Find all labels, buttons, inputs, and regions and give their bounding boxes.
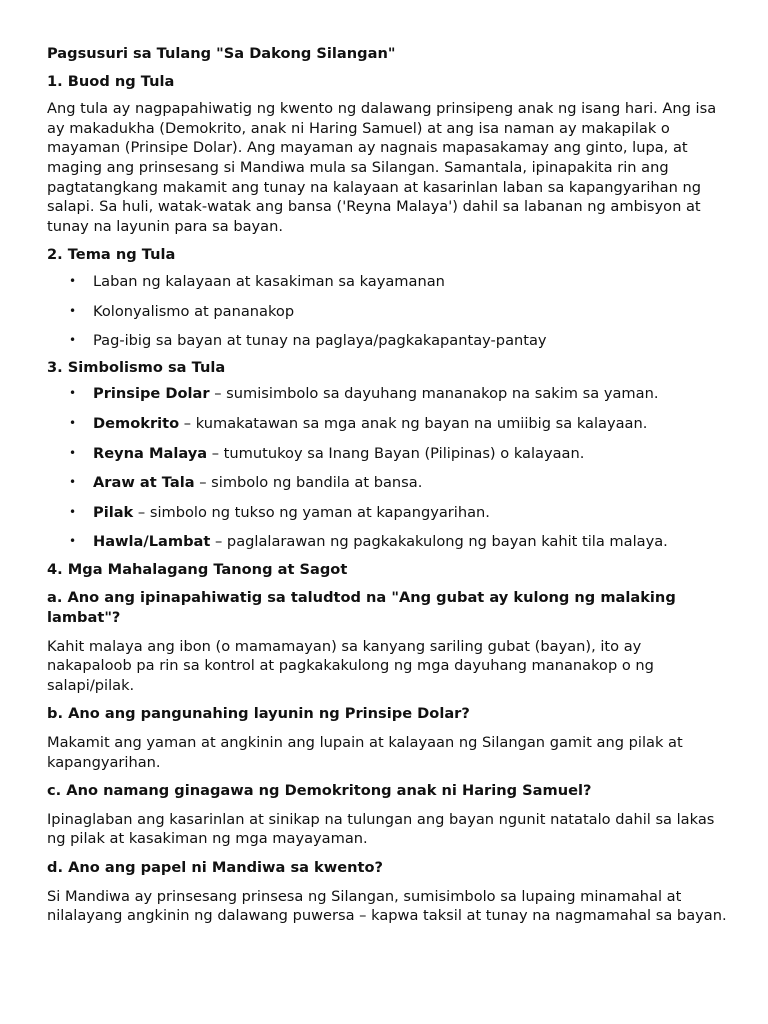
list-item bbox=[47, 384, 728, 404]
symbol-term: Prinsipe Dolar bbox=[93, 385, 210, 403]
answer-c: Ipinaglaban ang kasarinlan at sinikap na tulungan ang bayan ngunit natatalo dahil sa lakas ng pilak at kasakiman ng mga mayayaman. bbox=[47, 810, 715, 848]
section-3-heading: 3. Simbolismo sa Tula bbox=[47, 358, 226, 376]
symbol-desc: – kumakatawan sa mga anak ng bayan na umiibig sa kalayaan. bbox=[179, 414, 648, 432]
section-1-heading: 1. Buod ng Tula bbox=[47, 72, 175, 90]
section-1-body: Ang tula ay nagpapahiwatig ng kwento ng dalawang prinsipeng anak ng isang hari. Ang isa ay makadukha (Demokrito, anak ni Haring Samuel) at ang isa naman ay makapilak o mayaman (Prinsipe Dolar). Ang mayaman ay nagnais mapasakamay ang ginto, lupa, at maging ang prinsesang si Mandiwa mula sa Silangan. Samantala, ipinapakita rin ang pagtatangkang makamit ang tunay na kalayaan at kasarinlan laban sa kapangyarihan ng salapi. Sa huli, watak-watak ang bansa ('Reyna Malaya') dahil sa labanan ng ambisyon at tunay na layunin para sa bayan. bbox=[47, 100, 717, 235]
symbol-term: Demokrito bbox=[93, 414, 180, 432]
list-item bbox=[47, 473, 728, 493]
list-item bbox=[47, 444, 728, 464]
symbol-term: Araw at Tala bbox=[93, 474, 195, 492]
question-b: b. Ano ang pangunahing layunin ng Prinsipe Dolar? bbox=[47, 705, 470, 723]
symbol-desc: – simbolo ng bandila at bansa. bbox=[194, 474, 423, 492]
question-c: c. Ano namang ginagawa ng Demokritong anak ni Haring Samuel? bbox=[47, 782, 592, 800]
document-title: Pagsusuri sa Tulang "Sa Dakong Silangan" bbox=[47, 45, 396, 62]
list-item bbox=[47, 532, 728, 552]
list-item: • Pag-ibig sa bayan at tunay na paglaya/pagkakapantay-pantay bbox=[47, 331, 728, 351]
symbol-term: Hawla/Lambat bbox=[93, 533, 211, 551]
symbol-desc: – sumisimbolo sa dayuhang mananakop na sakim sa yaman. bbox=[209, 385, 659, 403]
question-d: d. Ano ang papel ni Mandiwa sa kwento? bbox=[47, 859, 383, 876]
answer-d: Si Mandiwa ay prinsesang prinsesa ng Silangan, sumisimbolo sa lupaing minamahal at nilalayang angkinin ng dalawang puwersa – kapwa taksil at tunay na nagmamahal sa bayan. bbox=[47, 887, 727, 925]
symbol-desc: – tumutukoy sa Inang Bayan (Pilipinas) o kalayaan. bbox=[207, 444, 585, 462]
symbol-desc: – paglalarawan ng pagkakakulong ng bayan kahit tila malaya. bbox=[210, 533, 668, 551]
list-item: • Kolonyalismo at pananakop bbox=[47, 302, 728, 322]
question-a: a. Ano ang ipinapahiwatig sa taludtod na "Ang gubat ay kulong ng malaking lambat"? bbox=[47, 589, 676, 627]
symbolism-list bbox=[47, 384, 728, 552]
symbol-term: Pilak bbox=[93, 503, 134, 521]
section-2-heading: 2. Tema ng Tula bbox=[47, 246, 176, 264]
list-item: • Laban ng kalayaan at kasakiman sa kayamanan bbox=[47, 272, 728, 292]
symbol-desc: – simbolo ng tukso ng yaman at kapangyarihan. bbox=[133, 503, 490, 521]
section-4-heading: 4. Mga Mahalagang Tanong at Sagot bbox=[47, 560, 348, 578]
theme-list bbox=[47, 272, 728, 351]
answer-a: Kahit malaya ang ibon (o mamamayan) sa kanyang sariling gubat (bayan), ito ay nakapaloob pa rin sa kontrol at pagkakakulong ng mga dayuhang mananakop o ng salapi/pilak. bbox=[47, 637, 654, 694]
symbol-term: Reyna Malaya bbox=[93, 444, 208, 462]
list-item bbox=[47, 414, 728, 434]
list-item bbox=[47, 503, 728, 523]
answer-b: Makamit ang yaman at angkinin ang lupain at kalayaan ng Silangan gamit ang pilak at kapangyarihan. bbox=[47, 734, 683, 771]
